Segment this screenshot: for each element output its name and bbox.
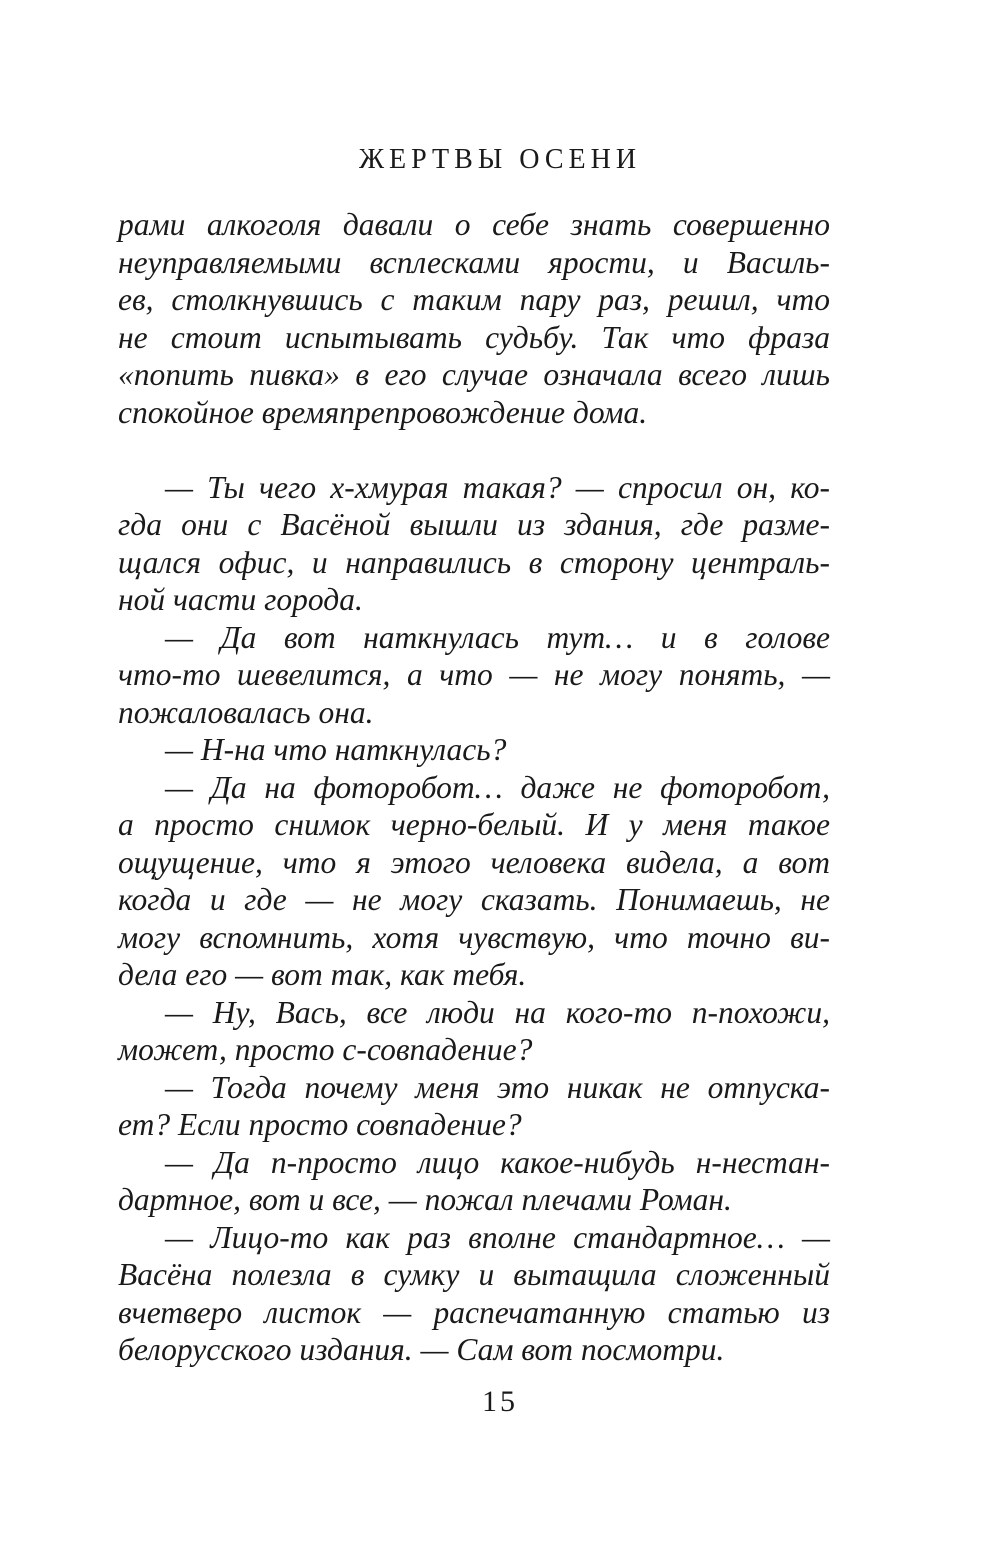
text-line: — Да на фоторобот… даже не фоторобот, (165, 769, 830, 805)
text-line: Васёна полезла в сумку и вытащила сложенный (118, 1257, 830, 1292)
text-line: ощущение, что я этого человека видела, а вот (118, 844, 830, 880)
dialogue-paragraph (118, 1219, 830, 1369)
dialogue-paragraph (118, 1069, 830, 1144)
text-line: пожаловалась она. (118, 694, 374, 730)
text-line: — Н-на что наткнулась? (165, 732, 507, 767)
dialogue-paragraph (118, 769, 830, 994)
text-line: может, просто с-совпадение? (118, 1032, 533, 1067)
text-line: вчетверо листок — распечатанную статью из (118, 1294, 830, 1330)
text-line: — Ты чего х-хмурая такая? — спросил он, ко- (165, 469, 830, 505)
text-line: ет? Если просто совпадение? (118, 1107, 522, 1142)
text-line: а просто снимок черно-белый. И у меня такое (118, 807, 830, 842)
dialogue-paragraph (118, 469, 830, 619)
text-line: ев, столкнувшись с таким пару раз, решил, что (118, 282, 830, 317)
text-line: что-то шевелится, а что — не могу понять, — (118, 657, 830, 692)
text-line: дартное, вот и все, — пожал плечами Роман. (118, 1182, 732, 1217)
text-line: дела его — вот так, как тебя. (118, 957, 527, 992)
page-number: 15 (482, 1385, 518, 1418)
text-line: щался офис, и направились в сторону централь- (118, 544, 830, 580)
text-line: — Лицо-то как раз вполне стандартное… — (165, 1219, 830, 1255)
text-line: спокойное времяпрепровождение дома. (118, 394, 648, 430)
text-line: — Да вот наткнулась тут… и в голове (165, 619, 830, 655)
text-line: — Ну, Вась, все люди на кого-то п-похожи, (165, 994, 830, 1030)
text-line: «попить пивка» в его случае означала всего лишь (118, 357, 830, 392)
paragraph (118, 206, 830, 431)
text-line: неуправляемыми всплесками ярости, и Василь- (118, 244, 830, 280)
dialogue-paragraph (118, 994, 830, 1069)
body-text (118, 206, 830, 1369)
dialogue-paragraph (118, 731, 830, 769)
text-line: рами алкоголя давали о себе знать совершенно (118, 207, 830, 242)
text-line: — Тогда почему меня это никак не отпуска- (165, 1069, 830, 1105)
text-line: белорусского издания. — Сам вот посмотри. (118, 1332, 725, 1367)
text-line: ной части города. (118, 582, 363, 617)
text-line: — Да п-просто лицо какое-нибудь н-нестан- (165, 1144, 830, 1180)
section-break (118, 431, 830, 469)
running-head: ЖЕРТВЫ ОСЕНИ (358, 144, 642, 175)
text-line: не стоит испытывать судьбу. Так что фраза (118, 319, 830, 355)
text-line: когда и где — не могу сказать. Понимаешь, не (118, 882, 830, 917)
dialogue-paragraph (118, 1144, 830, 1219)
text-line: гда они с Васёной вышли из здания, где разме- (118, 507, 830, 542)
text-line: могу вспомнить, хотя чувствую, что точно ви- (118, 919, 830, 955)
dialogue-paragraph (118, 619, 830, 732)
